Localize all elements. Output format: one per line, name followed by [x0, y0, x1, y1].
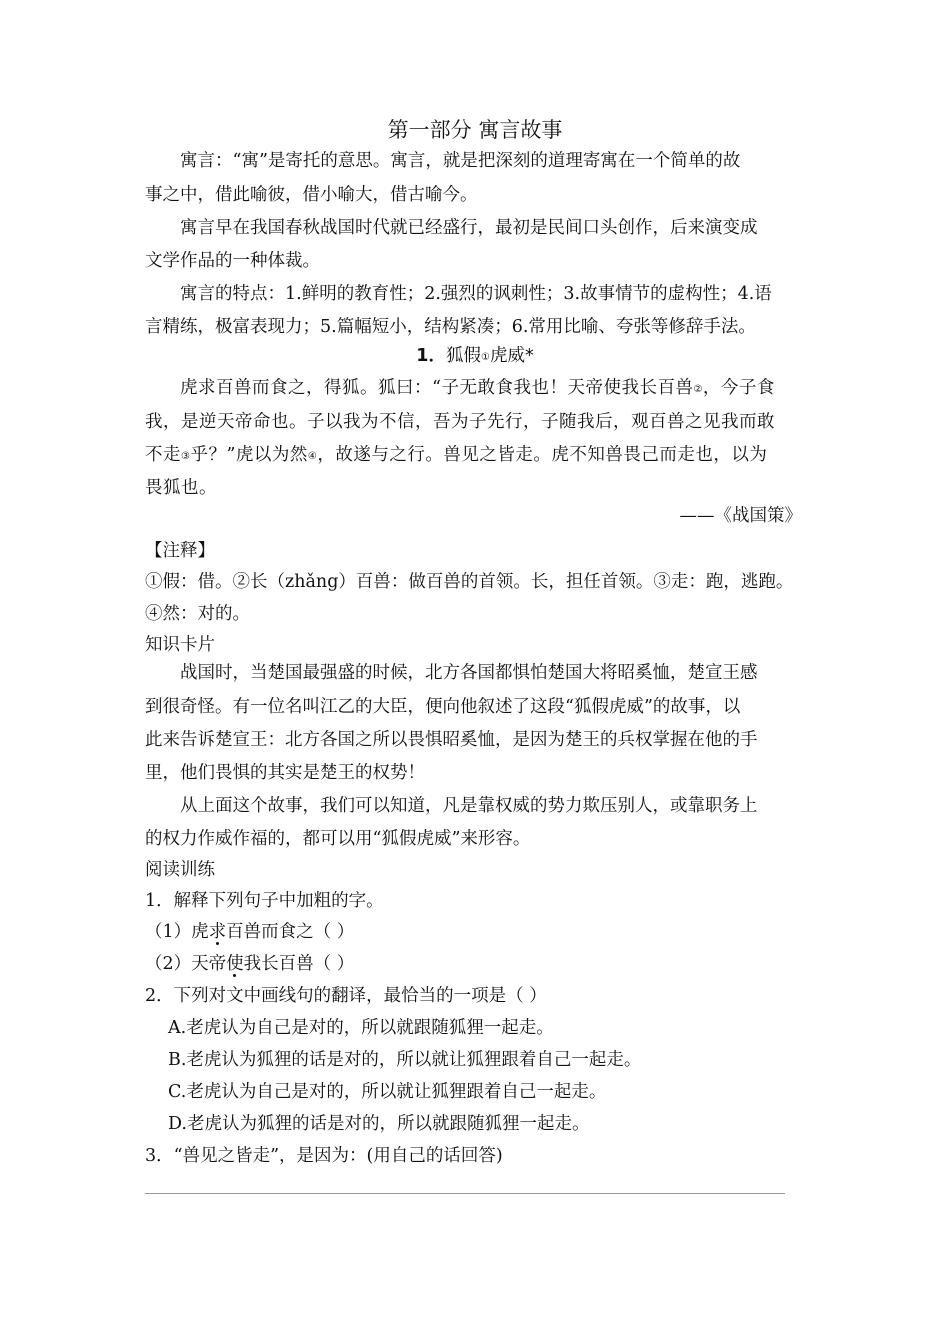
- note-marker: ③: [181, 451, 191, 462]
- story-number: 1．: [416, 346, 446, 366]
- card-p1-line3: 此来告诉楚宣王：北方各国之所以畏惧昭奚恤，是因为楚王的兵权掌握在他的手: [145, 730, 758, 750]
- card-p2-line1: 从上面这个故事，我们可以知道，凡是靠权威的势力欺压别人，或靠职务上: [180, 796, 758, 816]
- story-line3: [145, 441, 805, 471]
- story-title-part1: 狐假: [445, 346, 481, 366]
- story-line1-text-end: ，今子食: [702, 378, 775, 398]
- intro-p1-line2: 事之中，借此喻彼，借小喻大，借古喻今。: [145, 185, 478, 205]
- emphasized-char: 求: [208, 922, 227, 942]
- question-1: 1．解释下列句子中加粗的字。: [145, 891, 384, 911]
- card-p1-line4: 里，他们畏惧的其实是楚王的权势！: [145, 763, 425, 783]
- card-heading: 知识卡片: [145, 635, 215, 655]
- question-3: 3．“兽见之皆走”，是因为：(用自己的话回答): [145, 1146, 503, 1166]
- story-line3-text-end: ，故遂与之行。兽见之皆走。虎不知兽畏己而走也，以为: [317, 445, 768, 465]
- intro-p2-line2: 文学作品的一种体裁。: [145, 251, 320, 271]
- intro-p3-line1: 寓言的特点：1.鲜明的教育性；2.强烈的讽刺性；3.故事情节的虚构性；4.语: [180, 284, 772, 304]
- story-line3-text-mid: 乎？”虎以为然: [190, 445, 308, 465]
- story-line1: [145, 374, 805, 404]
- answer-line[interactable]: [145, 1193, 785, 1194]
- question-1-item-1-text: （1）虎: [145, 922, 209, 942]
- part-title: 第一部分 寓言故事: [387, 118, 563, 142]
- card-p2-line2: 的权力作威作福的，都可以用“狐假虎威”来形容。: [145, 829, 531, 849]
- exercise-heading: 阅读训练: [145, 860, 215, 880]
- emphasized-char: 使: [226, 954, 244, 974]
- intro-p3-line2: 言精练，极富表现力；5.篇幅短小，结构紧凑；6.常用比喻、夸张等修辞手法。: [145, 317, 756, 337]
- intro-p2-line1: 寓言早在我国春秋战国时代就已经盛行，最初是民间口头创作，后来演变成: [180, 218, 758, 238]
- notes-line2: ④然：对的。: [145, 604, 250, 624]
- answer-blank[interactable]: 百兽而食之（ ）: [226, 922, 355, 942]
- intro-p1-line1: 寓言：“寓”是寄托的意思。寓言，就是把深刻的道理寄寓在一个简单的故: [180, 151, 741, 171]
- story-line1-text: 虎求百兽而食之，得狐。狐曰：“子无敢食我也！天帝使我长百兽: [180, 378, 694, 398]
- note-marker: ②: [693, 384, 703, 395]
- option-b[interactable]: B.老虎认为狐狸的话是对的，所以就让狐狸跟着自己一起走。: [168, 1050, 642, 1070]
- option-a[interactable]: A.老虎认为自己是对的，所以就跟随狐狸一起走。: [168, 1018, 554, 1038]
- question-1-item-2: [145, 950, 805, 978]
- story-line2: 我，是逆天帝命也。子以我为不信，吾为子先行，子随我后，观百兽之见我而敢: [145, 412, 775, 432]
- card-p1-line1: 战国时，当楚国最强盛的时候，北方各国都惧怕楚国大将昭奚恤，楚宣王感: [180, 663, 758, 683]
- question-2: 2．下列对文中画线句的翻译，最恰当的一项是（ ）: [145, 986, 547, 1006]
- story-line3-text: 不走: [145, 445, 181, 465]
- option-c[interactable]: C.老虎认为自己是对的，所以就让狐狸跟着自己一起走。: [168, 1082, 607, 1102]
- story-title: [0, 342, 950, 367]
- option-d[interactable]: D.老虎认为狐狸的话是对的，所以就跟随狐狸一起走。: [168, 1114, 590, 1134]
- note-marker: ④: [307, 451, 318, 462]
- question-1-item-1: [145, 918, 805, 946]
- story-source: ——《战国策》: [679, 506, 802, 526]
- answer-blank[interactable]: 我长百兽（ ）: [243, 954, 355, 974]
- card-p1-line2: 到很奇怪。有一位名叫江乙的大臣，便向他叙述了这段“狐假虎威”的故事，以: [145, 697, 741, 717]
- notes-heading: 【注释】: [145, 541, 215, 561]
- story-title-note-marker: ①: [480, 352, 490, 363]
- story-title-part2: 虎威*: [489, 346, 534, 366]
- notes-line1: ①假：借。②长（zhǎng）百兽：做百兽的首领。长，担任首领。③走：跑，逃跑。: [145, 572, 794, 592]
- question-1-item-2-text: （2）天帝: [145, 954, 227, 974]
- story-line4: 畏狐也。: [145, 478, 217, 498]
